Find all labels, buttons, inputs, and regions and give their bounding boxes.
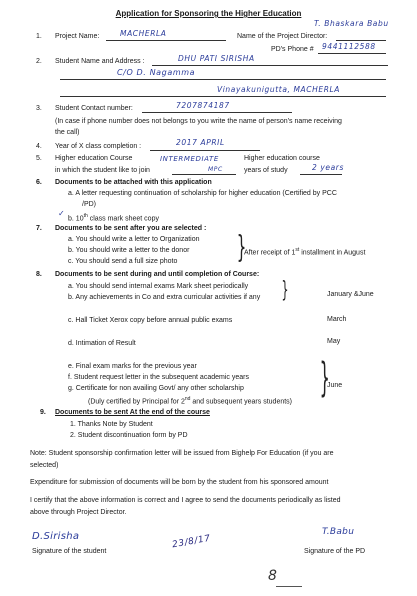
project-name-value: MACHERLA — [120, 29, 167, 38]
pd-phone-label: PD's Phone # — [271, 46, 314, 53]
docs-after-c: c. You should send a full size photo — [68, 258, 178, 265]
docs-during-c: c. Hall Ticket Xerox copy before annual public exams — [68, 317, 233, 324]
docs-during-g2-sup: nd — [184, 396, 191, 402]
brace-7: } — [236, 230, 247, 265]
project-name-line — [106, 40, 226, 41]
docs-after-a: a. You should write a letter to Organization — [68, 236, 200, 243]
x-class-label: Year of X class completion : — [55, 143, 142, 150]
pd-phone-line — [318, 53, 386, 54]
field-6-number: 6. — [36, 179, 42, 186]
docs-during-g2-pre: (Duly certified by Principal for 2 — [88, 398, 185, 406]
pd-phone-value: 9441112588 — [322, 42, 376, 51]
brace-8ab: } — [281, 278, 289, 303]
field-3-number: 3. — [36, 105, 42, 112]
pd-signature-label: Signature of the PD — [304, 548, 366, 555]
docs-during-f: f. Student request letter in the subsequent academic years — [68, 374, 249, 381]
docs-during-b: b. Any achievements in Co and extra curricular activities if any — [68, 294, 261, 301]
docs-during-g: g. Certificate for non availing Govt/ any other scholarship — [68, 385, 244, 392]
docs-attached-b-rest: class mark sheet copy — [87, 215, 159, 223]
docs-after-note-pre: After receipt of 1 — [244, 249, 296, 257]
docs-after-b: b. You should write a letter to the donor — [68, 247, 190, 254]
director-label: Name of the Project Director: — [237, 33, 328, 40]
certify-line-1: I certify that the above information is correct and I agree to send the documents periodically as listed — [30, 497, 341, 504]
docs-after-note-sup: st — [295, 247, 300, 253]
docs-during-label: Documents to be sent during and until completion of Course: — [55, 271, 260, 278]
docs-after-note — [244, 246, 365, 257]
page-mark-stroke — [276, 586, 302, 587]
docs-attached-b-text: 10 — [75, 215, 84, 223]
docs-during-b-when: January &June — [327, 291, 374, 298]
expenditure-text: Expenditure for submission of documents will be born by the student from his sponsored amount — [30, 479, 329, 486]
contact-label: Student Contact number: — [55, 105, 133, 112]
docs-attached-label: Documents to be attached with this application — [55, 179, 212, 186]
contact-line — [142, 112, 292, 113]
director-value: T. Bhaskara Babu — [314, 19, 389, 28]
x-class-line — [150, 150, 260, 151]
page-mark: 8 — [268, 568, 278, 584]
brace-8efg: } — [319, 355, 330, 401]
course-label-2: in which the student like to join — [55, 167, 150, 174]
field-8-number: 8. — [36, 271, 42, 278]
field-4-number: 4. — [36, 143, 42, 150]
student-signature: D.Sirisha — [32, 531, 80, 542]
docs-end-label: Documents to be sent At the end of the course — [55, 409, 210, 416]
course-years-value: 2 years — [312, 163, 344, 172]
contact-note-1: (In case if phone number does not belongs to you write the name of person's name receiving — [55, 118, 342, 125]
docs-after-label: Documents to be sent after you are selected : — [55, 225, 207, 232]
field-1-number: 1. — [36, 33, 42, 40]
contact-note-2: the call) — [55, 129, 80, 136]
address-line-2 — [60, 96, 386, 97]
docs-attached-b-letter: b. — [68, 215, 74, 223]
course-years-label-1: Higher education course — [244, 155, 320, 162]
pd-signature: T.Babu — [322, 527, 355, 537]
student-name-label: Student Name and Address : — [55, 58, 145, 65]
project-name-label: Project Name: — [55, 33, 100, 40]
course-value-sub: MPC — [208, 166, 223, 173]
docs-during-g2 — [88, 395, 292, 406]
course-line — [172, 174, 236, 175]
docs-during-d-when: May — [327, 338, 341, 345]
docs-attached-a: a. A letter requesting continuation of scholarship for higher education (Certified by PCC — [68, 190, 337, 197]
note-line-2: selected) — [30, 462, 59, 469]
docs-after-note-post: installment in August — [299, 249, 366, 257]
docs-during-e: e. Final exam marks for the previous year — [68, 363, 197, 370]
docs-during-c-when: March — [327, 316, 347, 323]
note-line-1: Note: Student sponsorship confirmation letter will be issued from Bighelp For Education (if you are — [30, 450, 334, 457]
field-9-number: 9. — [40, 409, 46, 416]
course-label-1: Higher education Course — [55, 155, 133, 162]
docs-during-a: a. You should send internal exams Mark sheet periodically — [68, 283, 249, 290]
student-name-value: DHU PATI SIRISHA — [178, 54, 255, 63]
address-line-1 — [60, 79, 386, 80]
contact-value: 7207874187 — [176, 101, 230, 110]
course-years-label-2: years of study — [244, 167, 288, 174]
docs-attached-b-sup: th — [83, 213, 88, 219]
check-mark: ✓ — [58, 209, 66, 218]
student-name-line — [152, 65, 388, 66]
certify-line-2: above through Project Director. — [30, 509, 127, 516]
course-years-line — [300, 174, 342, 175]
address-value-1: C/O D. Nagamma — [117, 68, 196, 77]
student-signature-label: Signature of the student — [32, 548, 107, 555]
docs-end-1: 1. Thanks Note by Student — [70, 421, 153, 428]
docs-attached-b — [68, 212, 159, 223]
x-class-value: 2017 APRIL — [176, 138, 225, 147]
docs-end-2: 2. Student discontinuation form by PD — [70, 432, 188, 439]
address-value-2: Vinayakunigutta, MACHERLA — [217, 85, 341, 94]
date-stamp: 23/8/17 — [171, 533, 212, 551]
field-5-number: 5. — [36, 155, 42, 162]
field-7-number: 7. — [36, 225, 42, 232]
course-value: INTERMEDIATE — [160, 155, 219, 163]
field-2-number: 2. — [36, 58, 42, 65]
director-line — [336, 40, 386, 41]
form-title: Application for Sponsoring the Higher Education — [115, 9, 302, 18]
docs-during-d: d. Intimation of Result — [68, 340, 136, 347]
docs-attached-a2: /PD) — [82, 201, 96, 208]
docs-during-g-when: June — [327, 382, 343, 389]
docs-during-g2-post: and subsequent years students) — [190, 398, 293, 406]
